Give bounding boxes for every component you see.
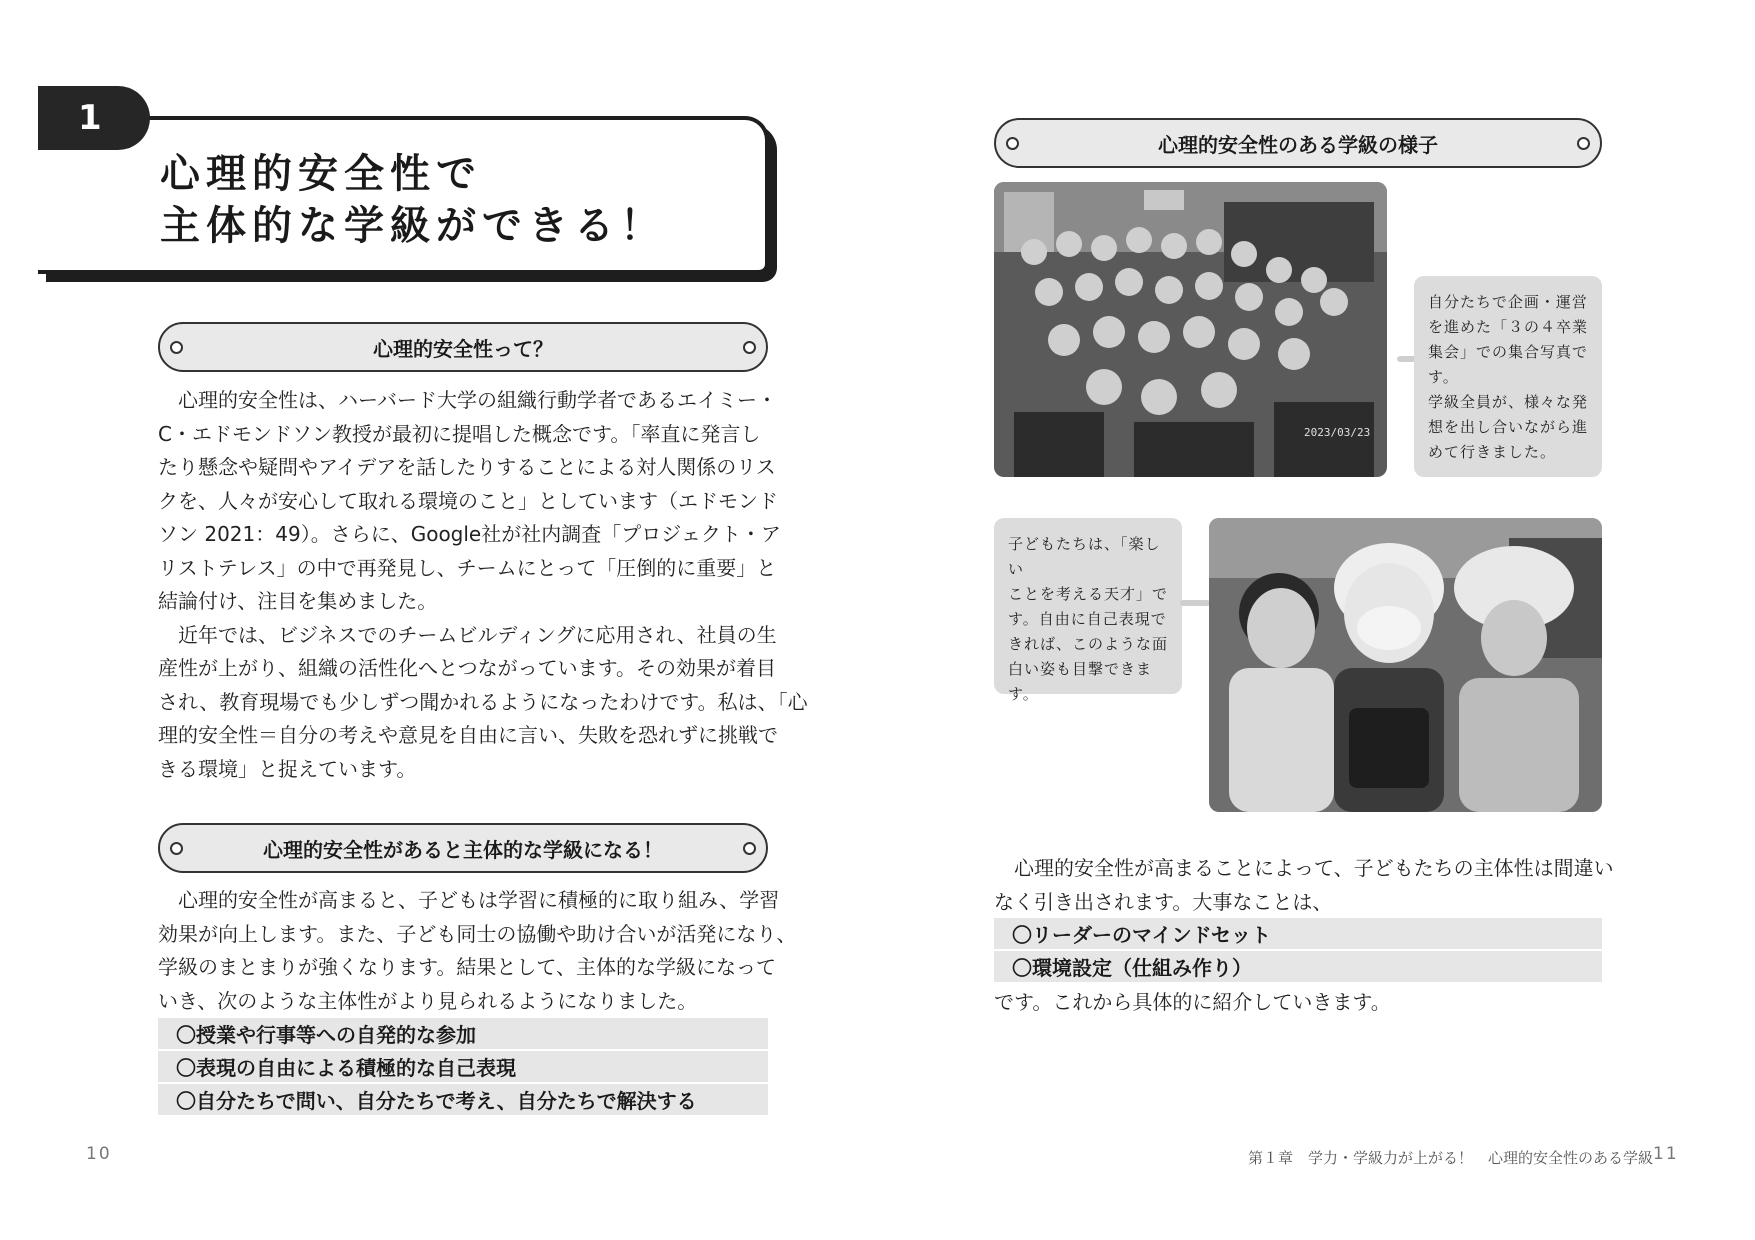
body-line: 心理的安全性が高まると、子どもは学習に積極的に取り組み、学習 <box>158 888 780 912</box>
body-line: 結論付け、注目を集めました。 <box>158 589 438 613</box>
caption-line: 学級全員が、様々な発 <box>1428 393 1589 411</box>
body-line: リストテレス」の中で再発見し、チームにとって「圧倒的に重要」と <box>158 555 777 580</box>
list-item: 〇授業や行事等への自発的な参加 <box>158 1018 768 1049</box>
caption-line: 集会」での集合写真で <box>1428 343 1589 361</box>
photo1-caption <box>1414 276 1602 477</box>
costume-kids-photo-image <box>1209 518 1602 812</box>
heading-dot-right <box>743 842 756 855</box>
caption-line: す。自由に自己表現で <box>1008 610 1167 628</box>
page-title-line-2: 主体的な学級ができる！ <box>160 203 666 249</box>
right-body <box>994 852 1614 919</box>
section-heading-what-is <box>158 322 768 372</box>
section1-body <box>158 384 808 786</box>
caption-line: す。 <box>1008 685 1039 703</box>
caption-line: めて行きました。 <box>1428 443 1557 461</box>
body-line: 効果が向上します。また、子ども同士の協働や助け合いが活発になり、 <box>158 921 797 946</box>
caption-line: 白い姿も目撃できま <box>1008 660 1153 678</box>
body-line: C・エドモンドソン教授が最初に提唱した概念です。「率直に発言し <box>158 421 761 446</box>
body-line: 心理的安全性が高まることによって、子どもたちの主体性は間違い <box>994 856 1614 880</box>
photo-timestamp: 2023/03/23 <box>1304 426 1371 439</box>
section2-body <box>158 884 796 1018</box>
caption-line: を進めた「３の４卒業 <box>1428 318 1589 336</box>
section-heading-label: 心理的安全性のある学級の様子 <box>1158 132 1438 157</box>
body-line: され、教育現場でも少しずつ聞かれるようになったわけです。私は、「心 <box>158 689 808 714</box>
caption-line: す。 <box>1428 368 1459 386</box>
body-line: 産性が上がり、組織の活性化へとつながっています。その効果が着目 <box>158 656 776 680</box>
chapter-number-tab <box>38 86 150 150</box>
heading-dot-left <box>170 341 183 354</box>
list-item: 〇環境設定（仕組み作り） <box>994 951 1602 982</box>
autonomy-list <box>158 1018 768 1117</box>
section-heading-label: 心理的安全性があると主体的な学級になる！ <box>263 837 663 862</box>
photo2-caption <box>994 518 1182 703</box>
class-group-photo-image <box>994 182 1387 477</box>
body-line: 学級のまとまりが強くなります。結果として、主体的な学級になって <box>158 955 776 979</box>
list-item: 〇リーダーのマインドセット <box>994 918 1602 949</box>
key-points-list <box>994 918 1602 984</box>
body-line: 近年では、ビジネスでのチームビルディングに応用され、社員の生 <box>158 622 777 647</box>
caption-line: きれば、このような面 <box>1008 635 1169 653</box>
list-item: 〇自分たちで問い、自分たちで考え、自分たちで解決する <box>158 1084 768 1115</box>
page-number-left: 10 <box>86 1144 112 1164</box>
page-title-line-1: 心理的安全性で <box>160 151 482 197</box>
body-line: たり懸念や疑問やアイデアを話したりすることによる対人関係のリス <box>158 455 776 479</box>
body-line: クを、人々が安心して取れる環境のこと」としています（エドモンド <box>158 488 778 513</box>
section-heading-class-scene <box>994 118 1602 168</box>
class-group-photo <box>994 182 1387 477</box>
section-heading-label: 心理的安全性って？ <box>373 336 553 361</box>
body-line: いき、次のような主体性がより見られるようになりました。 <box>158 988 698 1013</box>
list-item: 〇表現の自由による積極的な自己表現 <box>158 1051 768 1082</box>
heading-dot-right <box>743 341 756 354</box>
closing-line: です。これから具体的に紹介していきます。 <box>994 990 1391 1014</box>
costume-kids-photo <box>1209 518 1602 812</box>
body-line: なく引き出されます。大事なことは、 <box>994 889 1333 914</box>
body-line: 心理的安全性は、ハーバード大学の組織行動学者であるエイミー・ <box>158 388 777 412</box>
section-heading-leads-to-autonomy <box>158 823 768 873</box>
caption-line: 想を出し合いながら進 <box>1428 418 1589 436</box>
body-line: きる環境」と捉えています。 <box>158 756 417 781</box>
body-line: ソン 2021：49）。さらに、Google社が社内調査「プロジェクト・ア <box>158 522 781 546</box>
heading-dot-right <box>1577 137 1590 150</box>
chapter-number: 1 <box>78 98 102 138</box>
body-line: 理的安全性＝自分の考えや意見を自由に言い、失敗を恐れずに挑戦で <box>158 723 778 747</box>
caption-line: 自分たちで企画・運営 <box>1428 293 1588 311</box>
heading-dot-left <box>1006 137 1019 150</box>
caption-connector <box>1180 600 1210 606</box>
caption-line: 子どもたちは、「楽しい <box>1008 535 1161 578</box>
heading-dot-left <box>170 842 183 855</box>
caption-line: ことを考える天才」で <box>1008 585 1169 603</box>
running-footer: 第１章 学力・学級力が上がる！ 心理的安全性のある学級 <box>1248 1149 1654 1167</box>
page-number-right: 11 <box>1653 1144 1679 1164</box>
